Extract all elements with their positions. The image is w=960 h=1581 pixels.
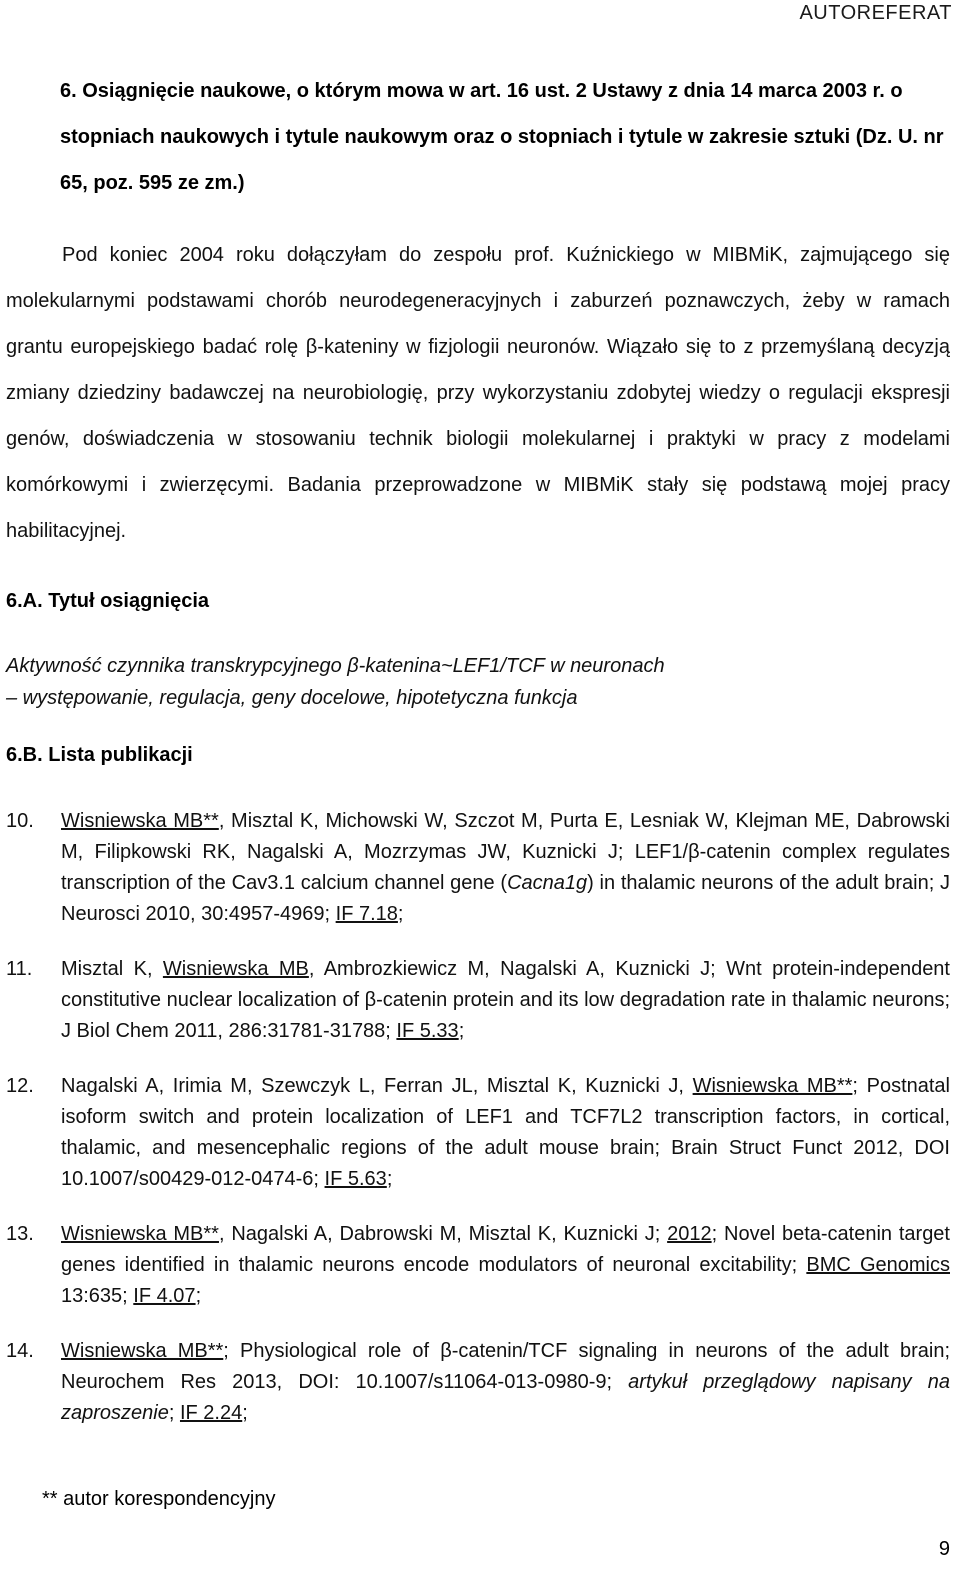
corresponding-author: Wisniewska MB — [162, 958, 309, 980]
publication-number: 13. — [6, 1223, 34, 1245]
publication-end: ; — [386, 1168, 393, 1190]
publication-number: 14. — [6, 1340, 34, 1362]
publication-text: ; Novel beta-catenin target genes identified in thalamic neurons encode modulators of neuronal excitability; — [61, 1223, 950, 1276]
publication-number: 12. — [6, 1075, 34, 1097]
publication-text: , Nagalski A, Dabrowski M, Misztal K, Kuznicki J; — [218, 1223, 668, 1245]
publication-authors: Misztal K, — [61, 958, 163, 980]
publication-item-13 — [6, 1219, 950, 1312]
publication-text: , Misztal K, Michowski W, Szczot M, Purta E, Lesniak W, Klejman ME, Dabrowski M, Filipkowski RK, Nagalski A, Mozrzymas JW, Kuznicki J; LEF1/β-catenin complex regulates transcription of the Cav3.1 calcium channel gene ( — [61, 810, 951, 894]
publication-text: ; — [168, 1402, 180, 1424]
document-header: AUTOREFERAT — [799, 2, 952, 24]
impact-factor: IF 5.33 — [396, 1020, 459, 1042]
impact-factor: IF 2.24 — [179, 1402, 243, 1424]
publication-end: ; — [397, 903, 404, 925]
review-note: artykuł przeglądowy napisany na zaproszenie — [61, 1371, 950, 1424]
heading-6a: 6.A. Tytuł osiągnięcia — [6, 590, 210, 612]
achievement-title — [6, 650, 946, 714]
corresponding-author: Wisniewska MB** — [61, 1223, 219, 1245]
publication-item-11 — [6, 954, 950, 1047]
achievement-title-line1: Aktywność czynnika transkrypcyjnego β-katenina~LEF1/TCF w neuronach — [6, 655, 665, 677]
publication-text: , Ambrozkiewicz M, Nagalski A, Kuznicki J; Wnt protein-independent constitutive nuclear localization of β-catenin protein and its low degradation rate in thalamic neurons; J Biol Chem 2011, 286:31781-31788; — [61, 958, 950, 1042]
publication-item-14 — [6, 1336, 950, 1429]
publication-text: ; Physiological role of β-catenin/TCF signaling in neurons of the adult brain; Neurochem Res 2013, DOI: 10.1007/s11064-013-0980-9; — [61, 1340, 950, 1393]
footnote: ** autor korespondencyjny — [42, 1488, 276, 1510]
publication-text: ; Postnatal isoform switch and protein localization of LEF1 and TCF7L2 transcription factors, in cortical, thalamic, and mesencephalic regions of the adult mouse brain; Brain Struct Funct 2012, DOI 10.1007/s00429-012-0474-6; — [61, 1075, 950, 1190]
publication-end: ; — [458, 1020, 465, 1042]
publication-list — [6, 806, 950, 1453]
heading-6b: 6.B. Lista publikacji — [6, 744, 193, 766]
intro-paragraph: Pod koniec 2004 roku dołączyłam do zespołu prof. Kuźnickiego w MIBMiK, zajmującego się molekularnymi podstawami chorób neurodegeneracyjnych i zaburzeń poznawczych, żeby w ramach grantu europejskiego badać rolę β-kateniny w fizjologii neuronów. Wiązało się to z przemyślaną decyzją zmiany dziedziny badawczej na neurobiologię, przy wykorzystaniu zdobytej wiedzy o regulacji ekspresji genów, doświadczenia w stosowaniu technik biologii molekularnej i praktyki w pracy z modelami komórkowymi i zwierzęcymi. Badania przeprowadzone w MIBMiK stały się podstawą mojej pracy habilitacyjnej. — [6, 244, 950, 542]
corresponding-author: Wisniewska MB** — [61, 810, 219, 832]
achievement-title-line2: – występowanie, regulacja, geny docelowe, hipotetyczna funkcja — [6, 687, 578, 709]
publication-text: 13:635; — [61, 1285, 134, 1307]
section-6-title: 6. Osiągnięcie naukowe, o którym mowa w art. 16 ust. 2 Ustawy z dnia 14 marca 2003 r. o stopniach naukowych i tytule naukowym oraz o stopniach i tytule w zakresie sztuki (Dz. U. nr 65, poz. 595 ze zm.) — [60, 80, 944, 194]
impact-factor: IF 5.63 — [324, 1168, 387, 1190]
publication-end: ; — [195, 1285, 202, 1307]
impact-factor: IF 7.18 — [335, 903, 398, 925]
publication-item-12 — [6, 1071, 950, 1195]
publication-year: 2012 — [667, 1223, 712, 1245]
gene-name: Cacna1g — [507, 872, 588, 894]
publication-item-10 — [6, 806, 950, 930]
publication-authors: Nagalski A, Irimia M, Szewczyk L, Ferran JL, Misztal K, Kuznicki J, — [61, 1075, 693, 1097]
page-number: 9 — [938, 1538, 950, 1560]
publication-number: 11. — [6, 958, 33, 980]
corresponding-author: Wisniewska MB** — [61, 1340, 224, 1362]
publication-number: 10. — [6, 810, 34, 832]
impact-factor: IF 4.07 — [133, 1285, 196, 1307]
corresponding-author: Wisniewska MB** — [692, 1075, 853, 1097]
publication-text: ) in thalamic neurons of the adult brain; J Neurosci 2010, 30:4957-4969; — [61, 872, 951, 925]
journal-name: BMC Genomics — [806, 1254, 950, 1276]
publication-end: ; — [242, 1402, 248, 1424]
